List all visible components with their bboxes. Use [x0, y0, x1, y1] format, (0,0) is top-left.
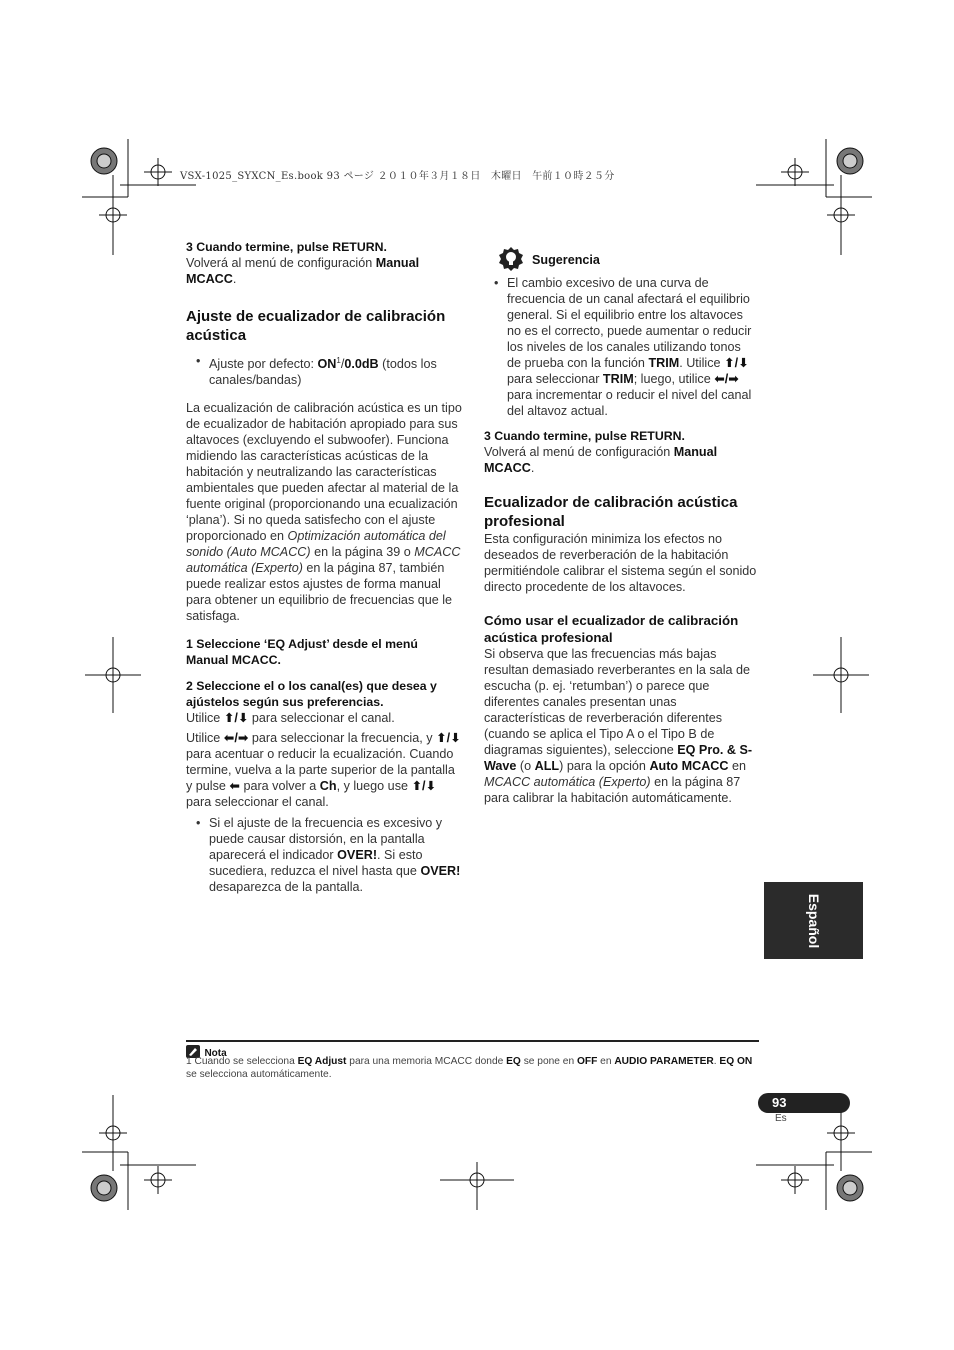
adjust-paragraph: [186, 730, 462, 810]
howto-text-e: en la página 87 para calibrar la habitación automáticamente.: [484, 775, 741, 805]
all-label: ALL: [534, 759, 560, 773]
return-text: Volverá al menú de configuración: [186, 256, 376, 270]
over-indicator: OVER!: [420, 864, 461, 879]
right-column: [484, 246, 758, 806]
section-heading-pro: Ecualizador de calibración acústica profesional: [484, 494, 738, 530]
howto-text-c: ) para la opción: [559, 759, 650, 773]
step-3-heading-right: 3 Cuando termine, pulse RETURN.: [484, 429, 685, 443]
tip-text-b: . Utilice: [679, 356, 725, 370]
eq-pro-label: EQ Pro. & S-Wave: [484, 743, 753, 773]
manual-mcacc-label: Manual MCACC: [484, 445, 718, 475]
over-warning: [186, 815, 462, 895]
utilice-text: Utilice: [186, 711, 224, 726]
note-text-5: .: [713, 1056, 720, 1067]
language-tab: [764, 882, 863, 959]
up-down-arrow-icon: ⬆/⬇: [724, 356, 749, 370]
section-heading-eq: Ajuste de ecualizador de calibración acústica: [186, 308, 446, 344]
tip-label: Sugerencia: [532, 253, 600, 267]
howto-text-b: (o: [516, 759, 535, 773]
trim-label: TRIM: [602, 372, 634, 386]
bullet-dot: •: [196, 816, 201, 831]
how-to-paragraph: [484, 646, 758, 806]
bullet-dot: •: [196, 354, 201, 368]
page-number-badge: [758, 1093, 850, 1113]
lightbulb-icon: [498, 246, 524, 272]
warning-text-a: Si el ajuste de la frecuencia es excesivo y puede causar distorsión, en la pantalla aparecerá el indicador: [209, 816, 443, 863]
intro-text-a: La ecualización de calibración acústica es un tipo de ecualizador de habitación apropiado para sus altavoces (excluyendo el subwoofer). Funciona midiendo las características acústicas de la habitación y neutralizando las características ambientales que pueden afectar al material de la fuente original (proporcionando una ecualización ‘plana’). Si no queda satisfecho con el ajuste proporcionado en: [186, 401, 462, 544]
warning-text-b: . Si esto sucediera, reduzca el nivel hasta que: [209, 848, 423, 879]
default-on: ON: [317, 357, 337, 372]
footnote-text: [186, 1055, 759, 1081]
note-label: Nota: [204, 1048, 227, 1059]
page-language-code: Es: [775, 1113, 787, 1124]
adjust-text-b: para acentuar o reducir la ecualización. Cuando termine, vuelva a la parte superior de la pantalla y pulse: [186, 747, 455, 794]
left-right-arrow-icon: ⬅/➡: [223, 731, 249, 746]
step-3-heading: 3 Cuando termine, pulse RETURN.: [186, 240, 387, 254]
select-channel-text: para seleccionar el canal.: [248, 711, 395, 726]
tip-text-d: ; luego, utilice: [633, 372, 715, 386]
adjust-text-d: , y luego use: [336, 779, 412, 794]
intro-text-c: en la página 87, también puede realizar estos ajustes de forma manual para obtener un equilibrio de frecuencias que le satisfaga.: [186, 561, 453, 624]
print-header: VSX-1025_SYXCN_Es.book 93 ページ ２０１０年３月１８日 木曜日 午前１０時２５分: [180, 171, 615, 182]
subheading-how-to: Cómo usar el ecualizador de calibración acústica profesional: [484, 613, 739, 645]
page-number: 93: [772, 1095, 787, 1110]
slash: /: [340, 357, 345, 372]
howto-text-d: en: [728, 759, 746, 773]
return-paragraph: [186, 255, 462, 287]
warning-text-c: desaparezca de la pantalla.: [209, 880, 364, 895]
default-db: 0.0dB: [344, 357, 379, 372]
adjust-text-e: para seleccionar el canal.: [186, 795, 329, 810]
footnote-ref[interactable]: 1: [336, 356, 341, 365]
return-text: Volverá al menú de configuración: [484, 445, 674, 459]
intro-text-b: en la página 39 o: [310, 545, 415, 560]
note-eq-adjust: EQ Adjust: [297, 1056, 347, 1067]
adjust-text-c: para volver a: [239, 779, 320, 794]
note-text-6: se selecciona automáticamente.: [186, 1069, 332, 1080]
note-eq: EQ: [506, 1056, 521, 1067]
utilice-text: Utilice: [186, 731, 224, 746]
tip-header: [484, 246, 758, 272]
auto-mcacc-ref: Optimización automática del sonido (Auto MCACC): [186, 529, 446, 560]
default-setting: [186, 353, 462, 388]
expert-mcacc-ref: MCACC automática (Experto): [186, 545, 461, 576]
pro-paragraph: Esta configuración minimiza los efectos no deseados de reverberación de la habitación permitiéndole calibrar el sistema según el sonido directo procedente de los altavoces.: [484, 532, 757, 594]
step-2-heading: 2 Seleccione el o los canal(es) que desea y ajústelos según sus preferencias.: [186, 679, 437, 710]
up-down-arrow-icon: ⬆/⬇: [223, 711, 249, 726]
adjust-text-a: para seleccionar la frecuencia, y: [248, 731, 437, 746]
manual-mcacc-label: Manual MCACC: [186, 256, 420, 286]
default-suffix: (todos los canales/bandas): [209, 357, 437, 388]
period: .: [232, 272, 237, 286]
note-eq-on: EQ ON: [719, 1056, 753, 1067]
tip-text-e: para incrementar o reducir el nivel del canal del altavoz actual.: [507, 388, 752, 418]
trim-label: TRIM: [648, 356, 680, 370]
return-paragraph-right: [484, 444, 758, 476]
note-audio-parameter: AUDIO PARAMETER: [614, 1056, 714, 1067]
note-off: OFF: [576, 1056, 598, 1067]
bullet-dot: •: [494, 276, 499, 290]
language-tab-label: Español: [805, 893, 822, 948]
tip-paragraph: [484, 275, 758, 419]
tip-text-c: para seleccionar: [507, 372, 603, 386]
ch-label: Ch: [319, 779, 337, 794]
auto-mcacc-label: Auto MCACC: [649, 759, 729, 773]
left-arrow-icon: ⬅: [229, 779, 240, 794]
period: .: [530, 461, 535, 475]
note-text-4: en: [597, 1056, 615, 1067]
up-down-arrow-icon: ⬆/⬇: [411, 779, 437, 794]
up-down-arrow-icon: ⬆/⬇: [436, 731, 461, 746]
expert-mcacc-ref: MCACC automática (Experto): [484, 775, 651, 789]
tip-text-a: El cambio excesivo de una curva de frecuencia de un canal afectará el equilibrio general. Si el equilibrio entre los altavoces no es el correcto, puede aumentar o reducir los niveles de los canales utilizando tonos de prueba con la función: [507, 276, 752, 370]
default-prefix: Ajuste por defecto:: [209, 357, 318, 372]
note-text-2: para una memoria MCACC donde: [346, 1056, 507, 1067]
note-divider: [186, 1040, 759, 1042]
intro-paragraph: [186, 400, 462, 624]
note-text-1: 1 Cuando se selecciona: [186, 1056, 298, 1067]
howto-text-a: Si observa que las frecuencias más bajas resultan demasiado reverberantes en la sala de escucha (p. ej. ‘retumban’) o parece que diferentes canales presentan unas características de reverberación diferentes (cuando se aplica el Tipo A o el Tipo B de diagramas siguientes), seleccione: [484, 647, 751, 757]
over-indicator: OVER!: [337, 848, 378, 863]
left-right-arrow-icon: ⬅/➡: [714, 372, 739, 386]
step-1-heading: 1 Seleccione ‘EQ Adjust’ desde el menú Manual MCACC.: [186, 637, 418, 668]
note-text-3: se pone en: [520, 1056, 577, 1067]
left-column: [186, 239, 462, 895]
select-channel-line: [186, 710, 462, 726]
